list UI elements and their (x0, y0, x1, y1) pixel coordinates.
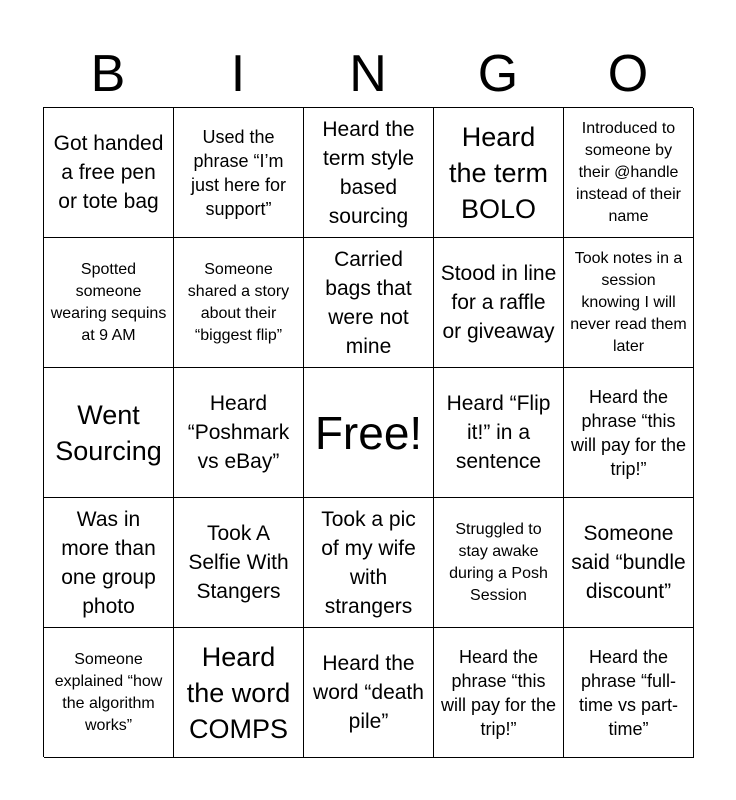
bingo-cell-r4-c1[interactable] (44, 498, 174, 628)
bingo-cell-r1-c5[interactable] (564, 108, 694, 238)
bingo-cell-free[interactable] (304, 368, 434, 498)
cell-text: Stood in line for a raffle or giveaway (440, 262, 557, 343)
cell-text: Took A Selfie With Stangers (188, 522, 289, 603)
cell-text: Heard the word “death pile” (313, 652, 424, 733)
cell-text: Went Sourcing (55, 399, 162, 466)
cell-text: Heard the term BOLO (448, 121, 549, 224)
cell-text: Heard “Flip it!” in a sentence (446, 392, 551, 473)
bingo-cell-r5-c2[interactable] (174, 628, 304, 758)
bingo-cell-r2-c2[interactable] (174, 238, 304, 368)
cell-text: Struggled to stay awake during a Posh Session (449, 520, 548, 604)
bingo-cell-r1-c1[interactable] (44, 108, 174, 238)
bingo-cell-r2-c4[interactable] (434, 238, 564, 368)
free-space-text: Free! (314, 406, 423, 459)
bingo-cell-r1-c2[interactable] (174, 108, 304, 238)
cell-text: Was in more than one group photo (61, 507, 156, 618)
cell-text: Spotted someone wearing sequins at 9 AM (50, 260, 167, 344)
cell-text: Heard the word COMPS (186, 641, 291, 744)
bingo-cell-r1-c3[interactable] (304, 108, 434, 238)
header-letter-b: B (90, 45, 126, 103)
bingo-cell-r5-c5[interactable] (564, 628, 694, 758)
bingo-cell-r2-c3[interactable] (304, 238, 434, 368)
bingo-cell-r5-c3[interactable] (304, 628, 434, 758)
cell-text: Heard “Poshmark vs eBay” (187, 392, 290, 473)
bingo-board (43, 107, 693, 757)
cell-text: Heard the phrase “full-time vs part-time” (578, 646, 679, 739)
bingo-cell-r4-c5[interactable] (564, 498, 694, 628)
cell-text: Someone explained “how the algorithm works” (54, 650, 163, 734)
bingo-cell-r4-c3[interactable] (304, 498, 434, 628)
cell-text: Took a pic of my wife with strangers (321, 507, 416, 618)
header-letter-g: G (477, 45, 519, 103)
bingo-header (43, 40, 693, 108)
bingo-cell-r2-c1[interactable] (44, 238, 174, 368)
bingo-cell-r4-c4[interactable] (434, 498, 564, 628)
bingo-cell-r3-c4[interactable] (434, 368, 564, 498)
cell-text: Heard the term style based sourcing (322, 117, 415, 228)
bingo-cell-r2-c5[interactable] (564, 238, 694, 368)
cell-text: Used the phrase “I’m just here for support” (190, 126, 287, 219)
bingo-cell-r5-c4[interactable] (434, 628, 564, 758)
header-letter-i: I (230, 45, 246, 103)
header-letter-n: N (349, 45, 387, 103)
cell-text: Introduced to someone by their @handle instead of their name (576, 119, 681, 225)
cell-text: Heard the phrase “this will pay for the trip!” (570, 386, 687, 479)
bingo-cell-r3-c1[interactable] (44, 368, 174, 498)
bingo-cell-r1-c4[interactable] (434, 108, 564, 238)
bingo-cell-r4-c2[interactable] (174, 498, 304, 628)
bingo-cell-r3-c5[interactable] (564, 368, 694, 498)
cell-text: Heard the phrase “this will pay for the trip!” (440, 646, 557, 739)
bingo-cell-r3-c2[interactable] (174, 368, 304, 498)
header-letter-o: O (607, 45, 649, 103)
cell-text: Took notes in a session knowing I will never read them later (570, 249, 687, 355)
cell-text: Someone shared a story about their “biggest flip” (187, 260, 290, 344)
cell-text: Got handed a free pen or tote bag (53, 132, 164, 213)
cell-text: Someone said “bundle discount” (571, 522, 686, 603)
bingo-cell-r5-c1[interactable] (44, 628, 174, 758)
cell-text: Carried bags that were not mine (325, 247, 412, 358)
